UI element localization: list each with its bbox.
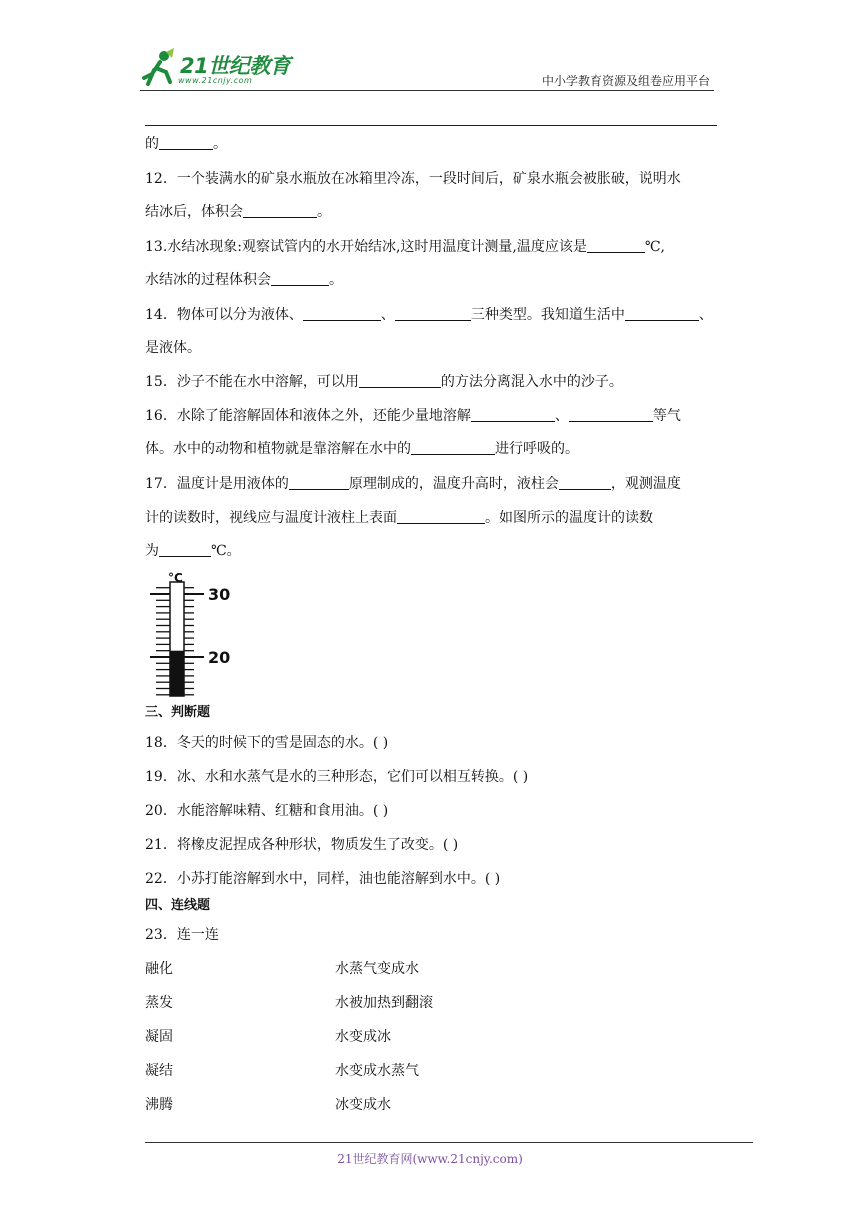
q16-text3: 体。水中的动物和植物就是靠溶解在水中的 [145,441,411,457]
section3-title: 三、判断题 [145,705,211,720]
match-left-5[interactable]: 沸腾 [145,1097,173,1113]
q22: 22．小苏打能溶解到水中，同样，油也能溶解到水中。( ) [145,871,501,887]
q17-text2: 原理制成的，温度升高时，液柱会 [348,476,559,492]
match-right-2[interactable]: 水被加热到翻滚 [335,995,433,1011]
answer-blank[interactable] [625,306,699,321]
thermometer-label-high: 30 [208,585,231,604]
site-logo [140,46,310,90]
answer-blank[interactable] [569,407,653,422]
q17-line1 [145,474,681,494]
match-left-4[interactable]: 凝结 [145,1063,173,1079]
q16-text: 16．水除了能溶解固体和液体之外，还能少量地溶解 [145,408,471,424]
q17-text6: 为 [145,543,159,559]
answer-blank[interactable] [303,306,381,321]
q15-line [145,372,623,392]
separator: 、 [554,408,569,424]
header-divider [140,90,714,91]
period: 。 [329,272,343,288]
answer-blank[interactable] [289,475,349,490]
logo-url: www.21cnjy.com [178,76,253,85]
header-platform-text: 中小学教育资源及组卷应用平台 [541,74,710,88]
q15-text: 15．沙子不能在水中溶解，可以用 [145,374,359,390]
content-top-rule [145,125,717,126]
answer-blank[interactable] [587,238,645,253]
match-right-5[interactable]: 冰变成水 [335,1097,391,1113]
period: 。 [213,136,227,152]
q12-line1: 12．一个装满水的矿泉水瓶放在冰箱里冷冻，一段时间后，矿泉水瓶会被胀破，说明水 [145,171,681,187]
separator: 、 [698,307,713,323]
runner-logo-icon [140,48,180,88]
answer-blank[interactable] [395,306,471,321]
period: 。 [317,204,331,220]
q17-line3 [145,541,241,561]
q17-line2 [145,508,653,528]
q14-text2: 三种类型。我知道生活中 [470,307,625,323]
answer-blank[interactable] [271,271,329,286]
logo-text: 21世纪教育 [180,54,291,78]
answer-blank[interactable] [471,407,555,422]
match-right-1[interactable]: 水蒸气变成水 [335,961,419,977]
q17-unit: ℃。 [211,543,241,559]
answer-blank[interactable] [359,373,441,388]
q18: 18．冬天的时候下的雪是固态的水。( ) [145,735,389,751]
q11-text: 的 [145,136,159,152]
match-right-3[interactable]: 水变成冰 [335,1029,391,1045]
q13-text: 13.水结冰现象:观察试管内的水开始结冰,这时用温度计测量,温度应该是 [145,239,587,255]
q11-tail [145,134,227,154]
thermometer-unit: °C [168,571,183,585]
q20: 20．水能溶解味精、红糖和食用油。( ) [145,803,389,819]
thermometer-liquid-column [170,651,184,696]
q19: 19．冰、水和水蒸气是水的三种形态，它们可以相互转换。( ) [145,769,529,785]
q16-line2 [145,439,579,459]
match-right-4[interactable]: 水变成水蒸气 [335,1063,419,1079]
q13-unit: ℃, [644,239,666,255]
footer-text: 21世纪教育网(www.21cnjy.com) [337,1152,523,1166]
q12-line2 [145,202,331,222]
q13-line1 [145,237,665,257]
q17-text5: 。如图所示的温度计的读数 [485,510,653,526]
footer-divider [145,1142,753,1143]
q12-text: 结冰后，体积会 [145,204,243,220]
q21: 21．将橡皮泥捏成各种形状，物质发生了改变。( ) [145,837,459,853]
q16-line1 [145,406,681,426]
q17-text: 17．温度计是用液体的 [145,476,289,492]
match-left-2[interactable]: 蒸发 [145,995,173,1011]
q14-line1 [145,305,713,325]
q16-text2: 等气 [652,408,681,424]
answer-blank[interactable] [397,509,485,524]
q15-text2: 的方法分离混入水中的沙子。 [440,374,623,390]
q23: 23．连一连 [145,927,219,943]
match-left-1[interactable]: 融化 [145,961,173,977]
answer-blank[interactable] [243,203,317,218]
thermometer-label-low: 20 [208,648,231,667]
answer-blank[interactable] [559,475,611,490]
q17-text4: 计的读数时，视线应与温度计液柱上表面 [145,510,397,526]
thermometer-figure [148,568,238,698]
q14-text: 14．物体可以分为液体、 [145,307,303,323]
answer-blank[interactable] [159,135,213,150]
q13-text2: 水结冰的过程体积会 [145,272,271,288]
q17-text3: ，观测温度 [610,476,681,492]
separator: 、 [380,307,395,323]
q13-line2 [145,270,343,290]
match-left-3[interactable]: 凝固 [145,1029,173,1045]
q16-text4: 进行呼吸的。 [495,441,579,457]
answer-blank[interactable] [411,440,495,455]
q14-line2: 是液体。 [145,340,201,356]
section4-title: 四、连线题 [145,898,211,913]
answer-blank[interactable] [159,542,211,557]
